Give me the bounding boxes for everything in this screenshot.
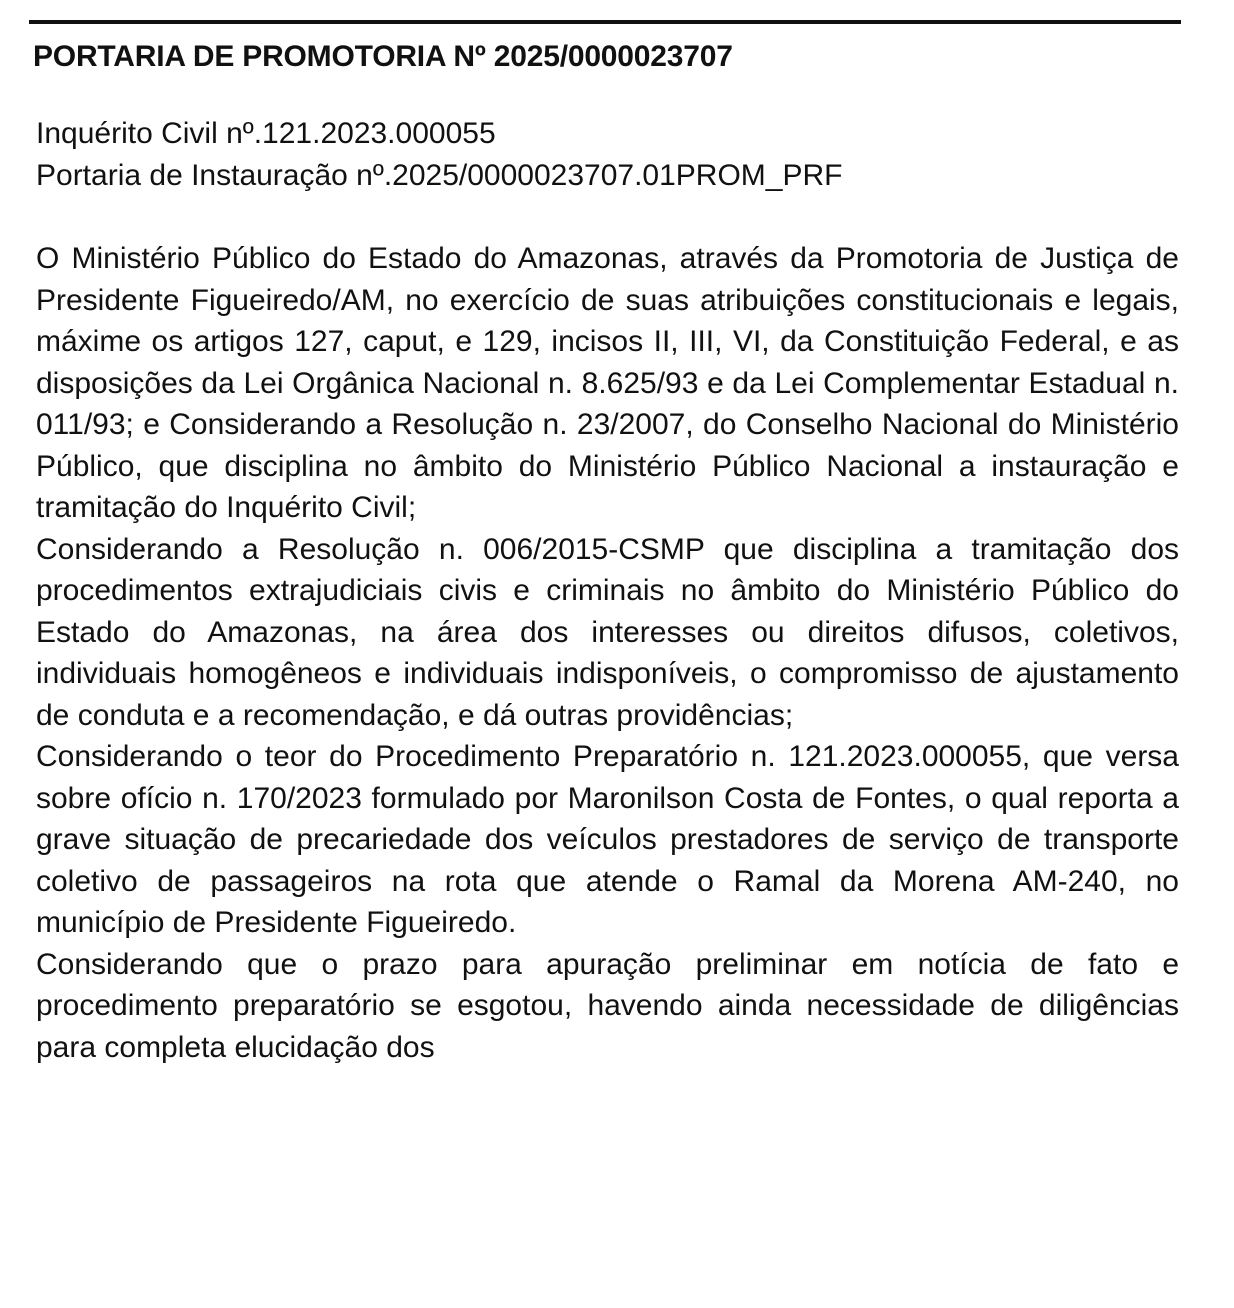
inquerito-civil-reference: Inquérito Civil nº.121.2023.000055 (36, 117, 496, 150)
top-rule (29, 20, 1181, 24)
paragraph-resolucao-csmp: Considerando a Resolução n. 006/2015-CSMP que disciplina a tramitação dos procedimentos extrajudiciais civis e criminais no âmbito do Ministério Público do Estado do Amazonas, na área dos interesses ou direitos difusos, coletivos, individuais homogêneos e individuais indisponíveis, o compromisso de ajustamento de conduta e a recomendação, e dá outras providências; (36, 532, 1179, 732)
paragraph-preamble: O Ministério Público do Estado do Amazonas, através da Promotoria de Justiça de Presidente Figueiredo/AM, no exercício de suas atribuições constitucionais e legais, máxime os artigos 127, caput, e 129, incisos II, III, VI, da Constituição Federal, e as disposições da Lei Orgânica Nacional n. 8.625/93 e da Lei Complementar Estadual n. 011/93; e Considerando a Resolução n. 23/2007, do Conselho Nacional do Ministério Público, que disciplina no âmbito do Ministério Público Nacional a instauração e tramitação do Inquérito Civil; (36, 242, 1179, 524)
paragraph-prazo: Considerando que o prazo para apuração preliminar em notícia de fato e procedimento preparatório se esgotou, havendo ainda necessidade de diligências para completa elucidação dos (36, 947, 1179, 1064)
portaria-instauracao-reference: Portaria de Instauração nº.2025/0000023707.01PROM_PRF (36, 159, 843, 192)
reference-block (36, 113, 842, 197)
paragraph-procedimento-preparatorio: Considerando o teor do Procedimento Preparatório n. 121.2023.000055, que versa sobre ofício n. 170/2023 formulado por Maronilson Costa de Fontes, o qual reporta a grave situação de precariedade dos veículos prestadores de serviço de transporte coletivo de passageiros na rota que atende o Ramal da Morena AM-240, no município de Presidente Figueiredo. (36, 740, 1179, 939)
document-title: PORTARIA DE PROMOTORIA Nº 2025/0000023707 (33, 40, 733, 73)
document-body (36, 238, 1179, 1068)
